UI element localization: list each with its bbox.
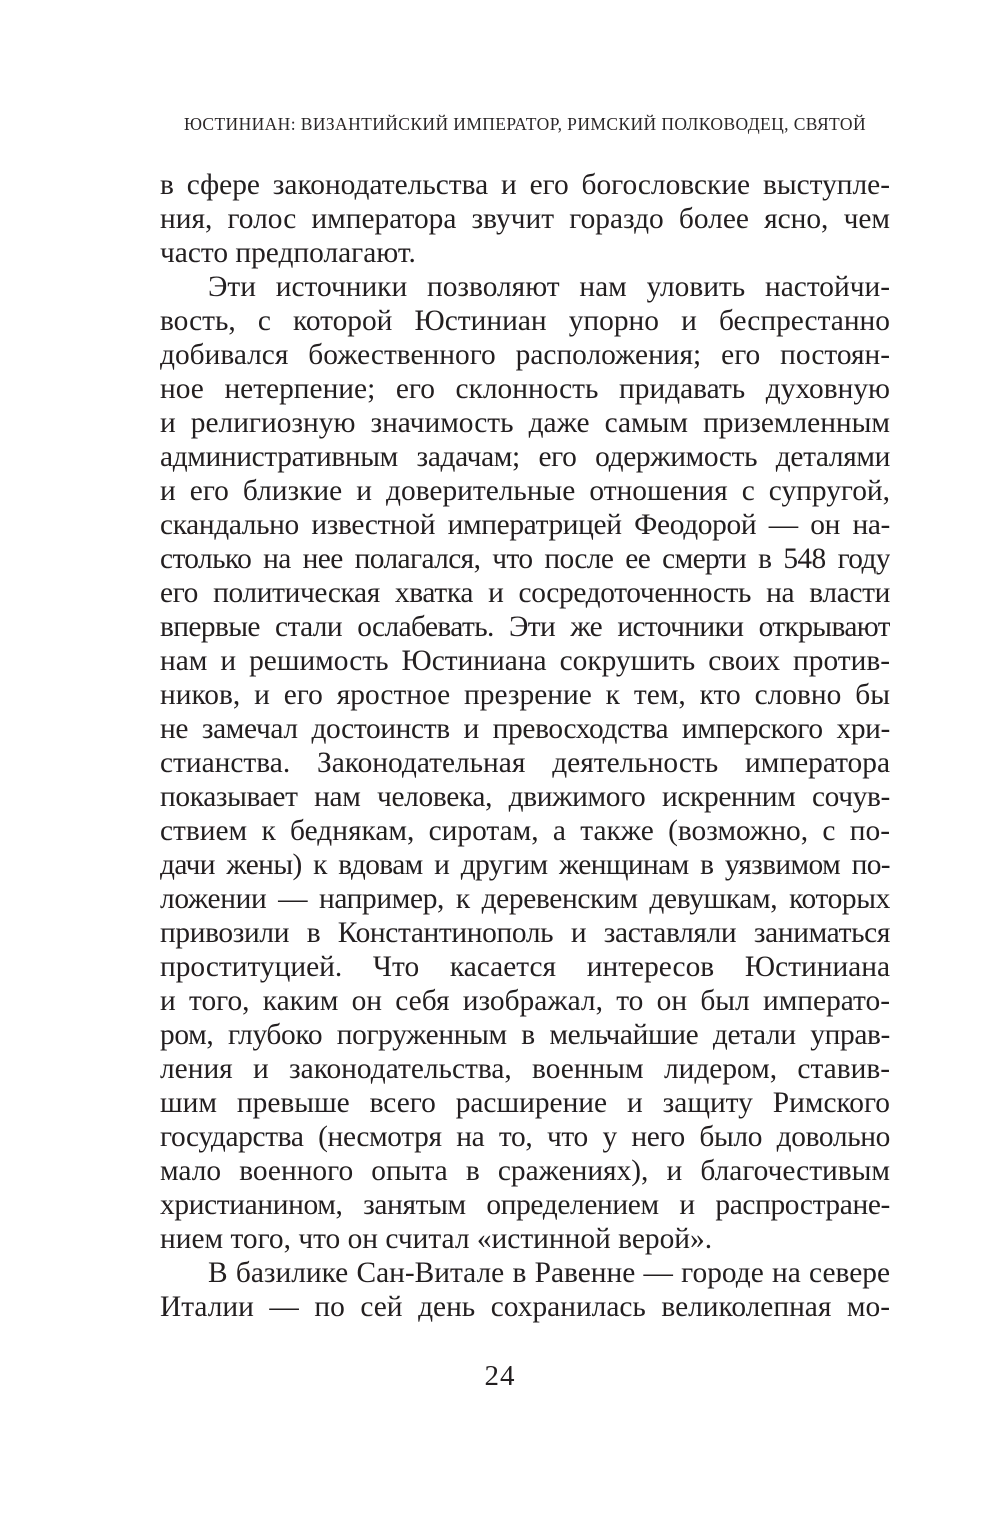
- paragraph-end-line: нием того, что он считал «истинной верой».: [160, 1223, 713, 1255]
- body-text: [160, 168, 890, 1324]
- running-head: ЮСТИНИАН: ВИЗАНТИЙСКИЙ ИМПЕРАТОР, РИМСКИЙ ПОЛКОВОДЕЦ, СВЯТОЙ: [183, 114, 866, 134]
- text-line: Италии — по сей день сохранилась великолепная мо-: [160, 1291, 890, 1323]
- text-line: государства (несмотря на то, что у него было довольно: [160, 1121, 890, 1153]
- text-line: стианства. Законодательная деятельность императора: [160, 747, 890, 779]
- text-line: столько на нее полагался, что после ее смерти в 548 году: [160, 543, 890, 575]
- text-line: ников, и его яростное презрение к тем, кто словно бы: [160, 679, 890, 711]
- text-line: проституцией. Что касается интересов Юстиниана: [160, 951, 890, 983]
- text-line: ное нетерпение; его склонность придавать духовную: [160, 373, 890, 405]
- text-line: впервые стали ослабевать. Эти же источники открывают: [160, 611, 890, 643]
- text-line: в сфере законодательства и его богословские выступле-: [160, 169, 890, 201]
- text-line: вость, с которой Юстиниан упорно и беспрестанно: [160, 305, 890, 337]
- text-line: мало военного опыта в сражениях), и благочестивым: [160, 1155, 890, 1187]
- page-number: 24: [484, 1360, 516, 1392]
- text-line: административным задачам; его одержимость деталями: [160, 441, 890, 473]
- text-line: показывает нам человека, движимого искренним сочув-: [160, 781, 890, 813]
- text-line: христианином, занятым определением и распростране-: [160, 1189, 890, 1221]
- text-line: дачи жены) к вдовам и другим женщинам в уязвимом по-: [160, 849, 890, 881]
- text-line: ложении — например, к деревенским девушкам, которых: [160, 883, 890, 915]
- text-line: и религиозную значимость даже самым приземленным: [160, 407, 890, 439]
- text-line: не замечал достоинств и превосходства имперского хри-: [160, 713, 890, 745]
- text-line: добивался божественного расположения; его постоян-: [160, 339, 890, 371]
- paragraph-first-line: В базилике Сан-Витале в Равенне — городе на севере: [208, 1257, 890, 1289]
- text-line: нам и решимость Юстиниана сокрушить своих против-: [160, 645, 890, 677]
- paragraph-end-line: часто предполагают.: [160, 237, 416, 269]
- text-line: и его близкие и доверительные отношения с супругой,: [160, 475, 890, 507]
- text-line: ния, голос императора звучит гораздо более ясно, чем: [160, 203, 890, 235]
- paragraph-first-line: Эти источники позволяют нам уловить настойчи-: [208, 271, 890, 303]
- text-line: шим превыше всего расширение и защиту Римского: [160, 1087, 890, 1119]
- text-line: и того, каким он себя изображал, то он был императо-: [160, 985, 890, 1017]
- text-line: привозили в Константинополь и заставляли заниматься: [160, 917, 890, 949]
- text-line: ствием к беднякам, сиротам, а также (возможно, с по-: [160, 815, 890, 847]
- text-line: ром, глубоко погруженным в мельчайшие детали управ-: [160, 1019, 890, 1051]
- text-line: скандально известной императрицей Феодорой — он на-: [160, 509, 890, 541]
- text-line: его политическая хватка и сосредоточенность на власти: [160, 577, 890, 609]
- text-line: ления и законодательства, военным лидером, ставив-: [160, 1053, 890, 1085]
